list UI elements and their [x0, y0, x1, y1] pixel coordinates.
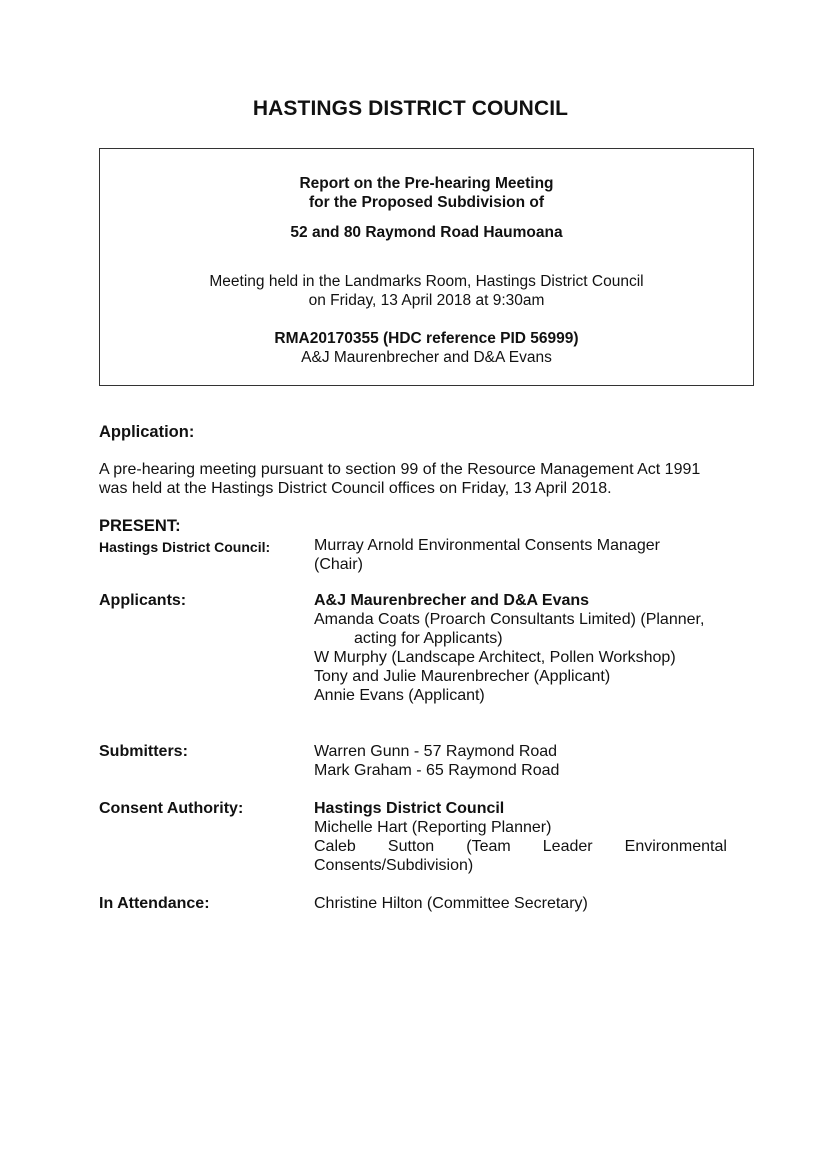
consent-authority-name: Hastings District Council: [314, 800, 505, 817]
application-text-line-2: was held at the Hastings District Council offices on Friday, 13 April 2018.: [99, 480, 612, 497]
present-heading: PRESENT:: [99, 517, 181, 535]
applicants-label: Applicants:: [99, 592, 187, 609]
report-title-box: [99, 148, 754, 386]
justified-word: Caleb: [314, 838, 356, 855]
applicant-attendee: Annie Evans (Applicant): [314, 687, 485, 704]
justified-word: Environmental: [624, 838, 727, 855]
applicant-attendee: W Murphy (Landscape Architect, Pollen Workshop): [314, 649, 676, 666]
hdc-label: Hastings District Council:: [99, 539, 271, 555]
consent-attendee: Michelle Hart (Reporting Planner): [314, 819, 552, 836]
submitters-label: Submitters:: [99, 743, 188, 760]
applicant-attendee: Amanda Coats (Proarch Consultants Limited) (Planner,: [314, 611, 705, 628]
submitter-entry: Mark Graham - 65 Raymond Road: [314, 762, 560, 779]
consent-attendee-continued: Consents/Subdivision): [314, 857, 474, 874]
justified-word: (Team: [466, 838, 511, 855]
applicant-attendee: Tony and Julie Maurenbrecher (Applicant): [314, 668, 611, 685]
applicant-attendee-continued: acting for Applicants): [354, 630, 503, 647]
reference-number: RMA20170355 (HDC reference PID 56999): [274, 330, 579, 347]
applicants-group: A&J Maurenbrecher and D&A Evans: [314, 592, 590, 609]
report-title-line-2: for the Proposed Subdivision of: [308, 194, 545, 211]
hdc-attendee-line-1: Murray Arnold Environmental Consents Manager: [314, 537, 660, 554]
site-address: 52 and 80 Raymond Road Haumoana: [290, 224, 563, 241]
application-heading: Application:: [99, 423, 195, 441]
consent-authority-label: Consent Authority:: [99, 800, 244, 817]
page-title: HASTINGS DISTRICT COUNCIL: [252, 97, 569, 120]
submitter-entry: Warren Gunn - 57 Raymond Road: [314, 743, 558, 760]
application-text-line-1: A pre-hearing meeting pursuant to section 99 of the Resource Management Act 1991: [99, 461, 701, 478]
attendance-value: Christine Hilton (Committee Secretary): [314, 895, 588, 912]
meeting-location: Meeting held in the Landmarks Room, Hastings District Council: [209, 273, 644, 290]
justified-word: Sutton: [387, 838, 435, 855]
attendance-label: In Attendance:: [99, 895, 210, 912]
report-title-line-1: Report on the Pre-hearing Meeting: [299, 175, 554, 192]
consent-attendee-justified-line: [314, 838, 727, 856]
applicant-names: A&J Maurenbrecher and D&A Evans: [301, 349, 552, 366]
justified-word: Leader: [542, 838, 593, 855]
hdc-attendee-line-2: (Chair): [314, 556, 363, 573]
meeting-date: on Friday, 13 April 2018 at 9:30am: [308, 292, 545, 309]
